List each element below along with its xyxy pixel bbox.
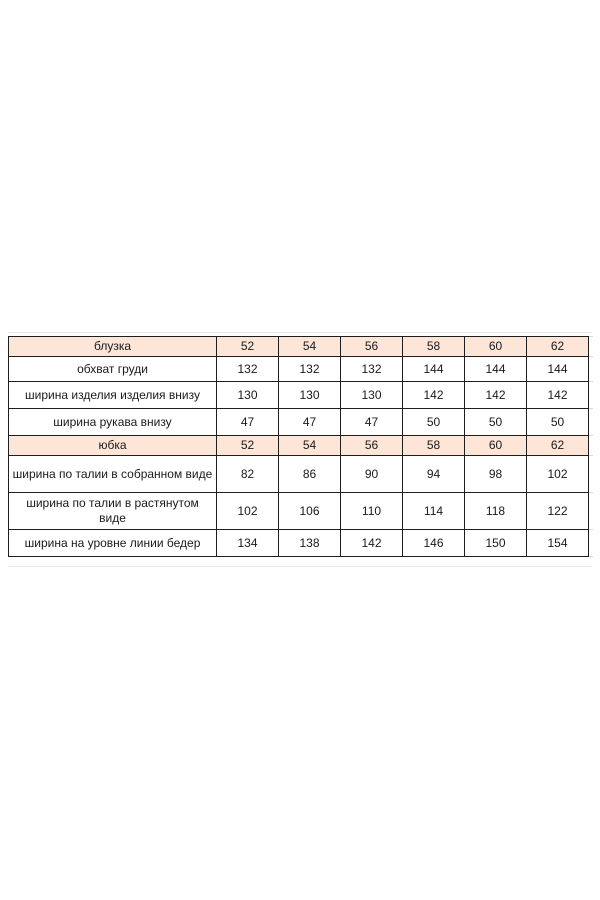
table-row xyxy=(9,493,593,530)
value-cell: 47 xyxy=(279,409,341,436)
size-chart xyxy=(8,336,592,557)
value-cell: 134 xyxy=(217,530,279,557)
value-cell: 47 xyxy=(341,409,403,436)
value-cell: 98 xyxy=(465,456,527,493)
row-label: ширина по талии в растянутом виде xyxy=(9,493,217,530)
value-cell: 146 xyxy=(403,530,465,557)
size-cell: 52 xyxy=(217,337,279,357)
grid-spacer xyxy=(589,337,593,357)
row-label: ширина рукава внизу xyxy=(9,409,217,436)
value-cell: 47 xyxy=(217,409,279,436)
row-label: ширина по талии в собранном виде xyxy=(9,456,217,493)
value-cell: 118 xyxy=(465,493,527,530)
grid-spacer xyxy=(589,436,593,456)
value-cell: 142 xyxy=(341,530,403,557)
value-cell: 150 xyxy=(465,530,527,557)
value-cell: 130 xyxy=(279,382,341,409)
value-cell: 94 xyxy=(403,456,465,493)
gridline-top xyxy=(8,332,592,333)
value-cell: 144 xyxy=(403,357,465,382)
table-row xyxy=(9,456,593,493)
table-row xyxy=(9,530,593,557)
size-cell: 60 xyxy=(465,436,527,456)
size-cell: 60 xyxy=(465,337,527,357)
grid-spacer xyxy=(589,456,593,493)
table-row xyxy=(9,382,593,409)
value-cell: 50 xyxy=(465,409,527,436)
grid-spacer xyxy=(589,357,593,382)
value-cell: 86 xyxy=(279,456,341,493)
table-row xyxy=(9,409,593,436)
value-cell: 144 xyxy=(465,357,527,382)
value-cell: 154 xyxy=(527,530,589,557)
blouse-header-row xyxy=(9,337,593,357)
size-cell: 56 xyxy=(341,337,403,357)
value-cell: 82 xyxy=(217,456,279,493)
value-cell: 130 xyxy=(341,382,403,409)
blouse-section-title: блузка xyxy=(9,337,217,357)
value-cell: 142 xyxy=(527,382,589,409)
value-cell: 142 xyxy=(465,382,527,409)
size-cell: 58 xyxy=(403,436,465,456)
value-cell: 106 xyxy=(279,493,341,530)
row-label: ширина изделия изделия внизу xyxy=(9,382,217,409)
value-cell: 102 xyxy=(217,493,279,530)
size-cell: 62 xyxy=(527,337,589,357)
gridline-bottom xyxy=(8,566,592,567)
value-cell: 102 xyxy=(527,456,589,493)
value-cell: 90 xyxy=(341,456,403,493)
value-cell: 142 xyxy=(403,382,465,409)
value-cell: 132 xyxy=(217,357,279,382)
grid-spacer xyxy=(589,382,593,409)
value-cell: 50 xyxy=(527,409,589,436)
value-cell: 130 xyxy=(217,382,279,409)
table-row xyxy=(9,357,593,382)
value-cell: 132 xyxy=(279,357,341,382)
grid-spacer xyxy=(589,530,593,557)
skirt-section-title: юбка xyxy=(9,436,217,456)
row-label: обхват груди xyxy=(9,357,217,382)
size-table xyxy=(8,336,593,557)
size-cell: 52 xyxy=(217,436,279,456)
value-cell: 122 xyxy=(527,493,589,530)
row-label: ширина на уровне линии бедер xyxy=(9,530,217,557)
value-cell: 50 xyxy=(403,409,465,436)
size-cell: 54 xyxy=(279,436,341,456)
value-cell: 132 xyxy=(341,357,403,382)
grid-spacer xyxy=(589,409,593,436)
size-cell: 58 xyxy=(403,337,465,357)
value-cell: 138 xyxy=(279,530,341,557)
value-cell: 144 xyxy=(527,357,589,382)
value-cell: 114 xyxy=(403,493,465,530)
size-cell: 54 xyxy=(279,337,341,357)
grid-spacer xyxy=(589,493,593,530)
size-cell: 62 xyxy=(527,436,589,456)
size-cell: 56 xyxy=(341,436,403,456)
value-cell: 110 xyxy=(341,493,403,530)
skirt-header-row xyxy=(9,436,593,456)
